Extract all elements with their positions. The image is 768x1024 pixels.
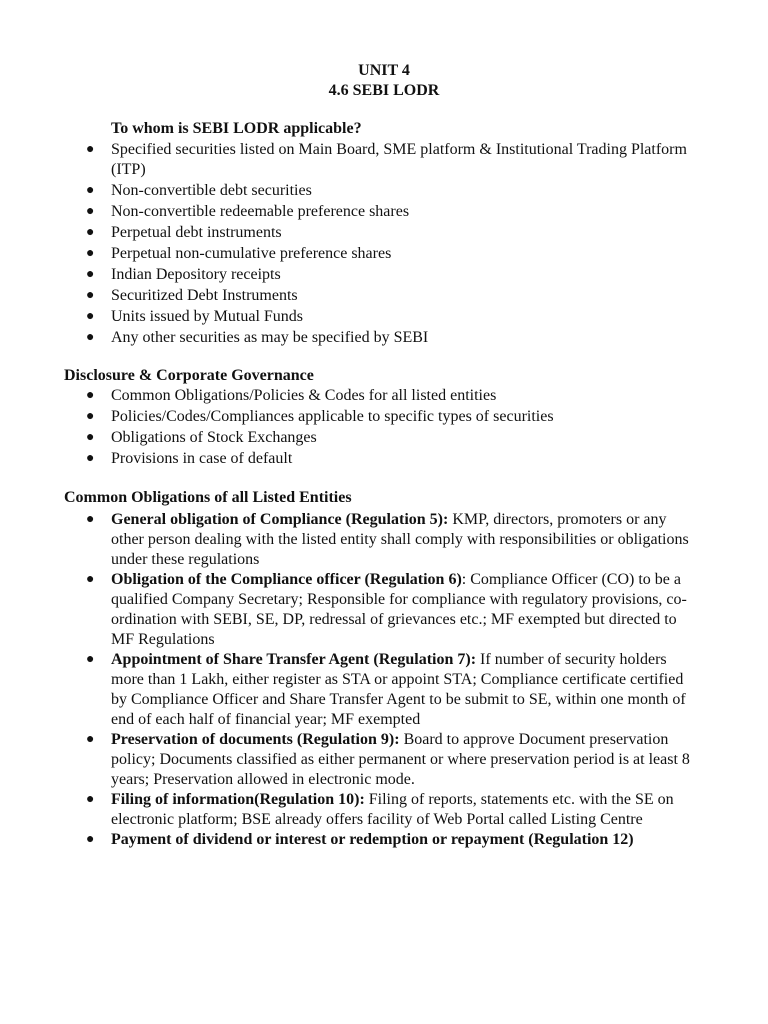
- list-item: ● Obligations of Stock Exchanges: [86, 429, 317, 446]
- unit-heading: UNIT 4: [358, 62, 410, 79]
- list-item: [0, 510, 701, 570]
- list-item: [0, 730, 701, 790]
- list-item: ● Provisions in case of default: [86, 450, 293, 467]
- bullet-icon: ●: [86, 142, 95, 157]
- regulation-text: Board to approve Document preservation policy; Documents classified as either permanent or where preservation period is at least 8 years; Preservation allowed in electronic mode.: [111, 731, 690, 788]
- bullet-icon: ●: [86, 832, 95, 847]
- applicability-heading: To whom is SEBI LODR applicable?: [111, 120, 362, 137]
- bullet-icon: ●: [86, 652, 95, 667]
- bullet-icon: ●: [86, 309, 95, 324]
- bullet-icon: ●: [86, 430, 95, 445]
- list-item: ● Units issued by Mutual Funds: [86, 308, 304, 325]
- bullet-icon: ●: [86, 409, 95, 424]
- regulation-text: KMP, directors, promoters or any other person dealing with the listed entity shall comply with responsibilities or obligations under these regulations: [111, 511, 689, 568]
- regulation-title: Filing of information(Regulation 10):: [111, 791, 365, 808]
- bullet-icon: ●: [86, 183, 95, 198]
- bullet-icon: ●: [86, 288, 95, 303]
- bullet-icon: ●: [86, 204, 95, 219]
- list-item: ● Common Obligations/Policies & Codes for all listed entities: [86, 387, 497, 404]
- list-item: ● Non-convertible redeemable preference shares: [86, 203, 410, 220]
- regulation-text: : Compliance Officer (CO) to be a qualified Company Secretary; Responsible for compliance with regulatory provisions, co-ordination with SEBI, SE, DP, redressal of grievances etc.; MF exempted but directed to MF Regulations: [111, 571, 687, 648]
- list-item: [0, 790, 701, 830]
- bullet-icon: ●: [86, 451, 95, 466]
- regulation-text: Filing of reports, statements etc. with the SE on electronic platform; BSE already offers facility of Web Portal called Listing Centre: [111, 791, 674, 828]
- bullet-icon: ●: [86, 732, 95, 747]
- regulation-title: Appointment of Share Transfer Agent (Regulation 7):: [111, 651, 477, 668]
- list-item: ● Indian Depository receipts: [86, 266, 281, 283]
- page-title: 4.6 SEBI LODR: [328, 82, 440, 99]
- regulation-text: If number of security holders more than 1 Lakh, either register as STA or appoint STA; Compliance certificate certified by Compliance Officer and Share Transfer Agent to be submit to SE, within one month of end of each half of financial year; MF exempted: [111, 651, 686, 728]
- bullet-icon: ●: [86, 267, 95, 282]
- disclosure-list: [0, 386, 701, 470]
- list-item: ● Securitized Debt Instruments: [86, 287, 298, 304]
- disclosure-heading: Disclosure & Corporate Governance: [64, 367, 314, 384]
- regulation-title: Obligation of the Compliance officer (Regulation 6): [111, 571, 462, 588]
- bullet-icon: ●: [86, 225, 95, 240]
- bullet-icon: ●: [86, 512, 95, 527]
- list-item: ● Policies/Codes/Compliances applicable to specific types of securities: [86, 408, 554, 425]
- list-item: ● Perpetual non-cumulative preference shares: [86, 245, 392, 262]
- bullet-icon: ●: [86, 246, 95, 261]
- list-item: [0, 570, 701, 650]
- regulation-title: Payment of dividend or interest or redemption or repayment (Regulation 12): [111, 831, 634, 848]
- applicability-list: [0, 140, 701, 349]
- bullet-icon: ●: [86, 330, 95, 345]
- list-item: [0, 650, 701, 730]
- bullet-icon: ●: [86, 388, 95, 403]
- list-item: ● Any other securities as may be specified by SEBI: [86, 329, 429, 346]
- obligations-list: [0, 510, 701, 850]
- bullet-icon: ●: [86, 792, 95, 807]
- regulation-title: Preservation of documents (Regulation 9):: [111, 731, 400, 748]
- bullet-icon: ●: [86, 572, 95, 587]
- list-item: ● Specified securities listed on Main Board, SME platform & Institutional Trading Platform (ITP): [86, 141, 687, 178]
- list-item: ● Non-convertible debt securities: [86, 182, 312, 199]
- list-item: [0, 830, 701, 850]
- list-item: ● Perpetual debt instruments: [86, 224, 282, 241]
- obligations-heading: Common Obligations of all Listed Entities: [64, 489, 352, 506]
- regulation-title: General obligation of Compliance (Regulation 5):: [111, 511, 449, 528]
